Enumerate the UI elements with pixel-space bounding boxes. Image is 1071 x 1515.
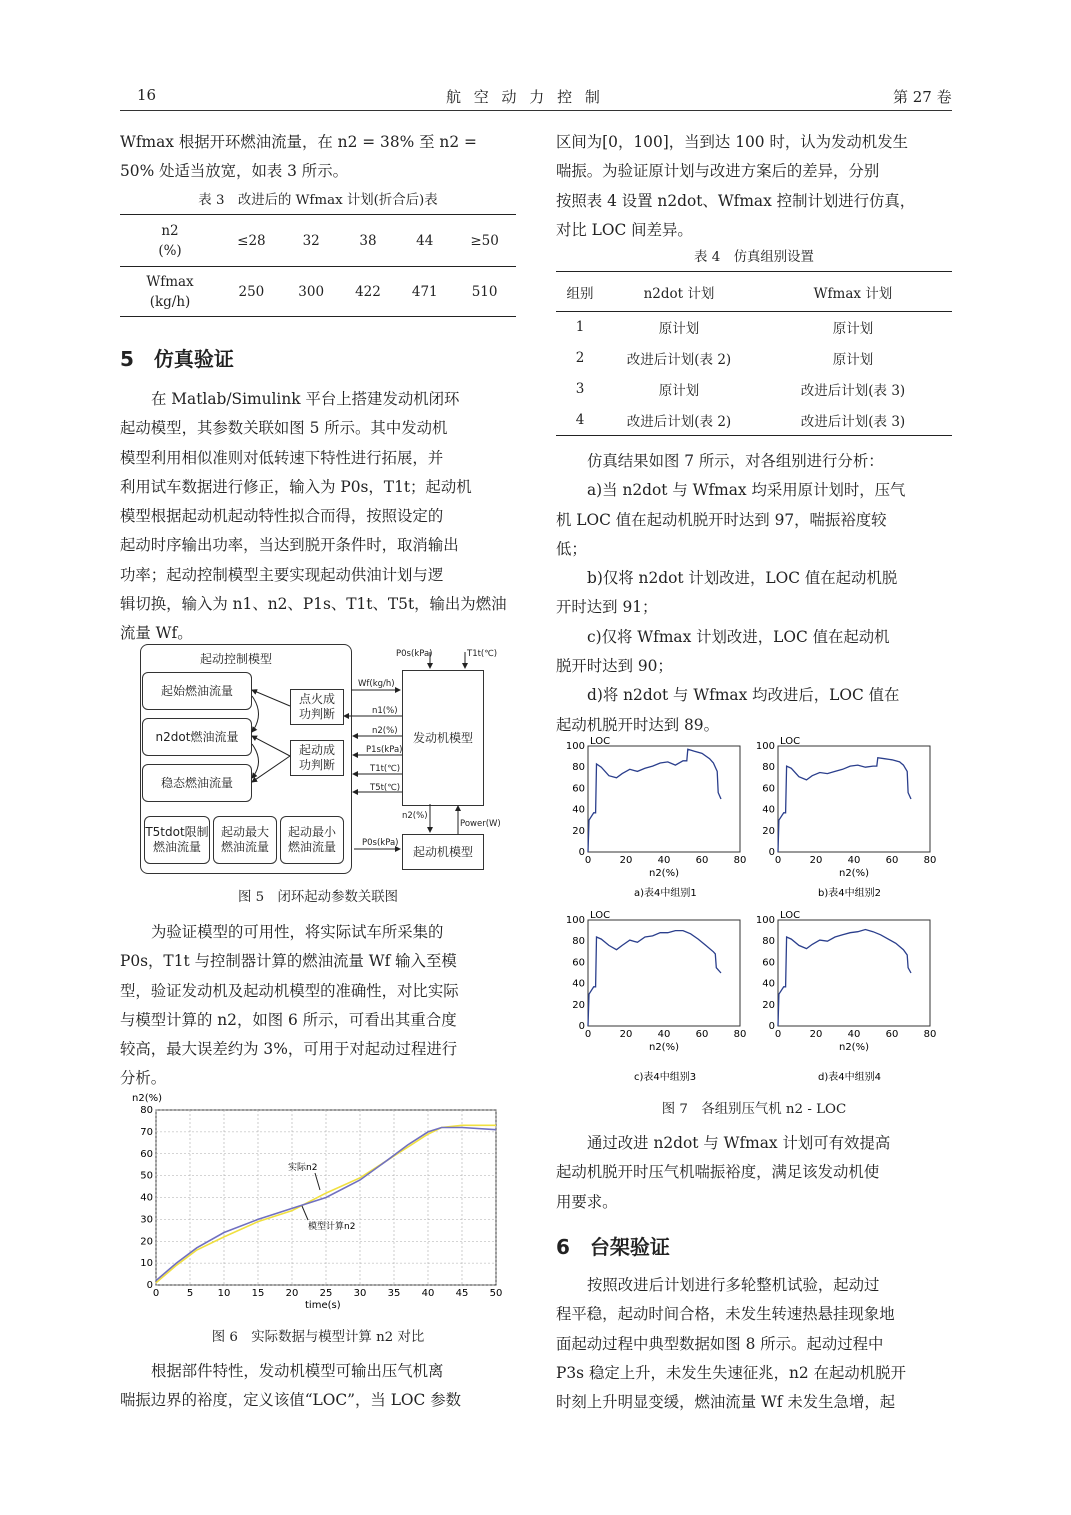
fig7-ylabel: LOC [780,736,801,747]
x-tick-label: 45 [455,1288,469,1299]
fig6-xlabel: time(s) [305,1300,341,1311]
fig7-ylabel: LOC [780,910,801,921]
x-tick-label: 0 [584,855,592,866]
x-tick-label: 0 [774,1029,782,1040]
x-tick-label: 40 [847,1029,861,1040]
y-tick-label: 100 [565,915,585,926]
y-tick-label: 70 [140,1126,153,1138]
y-tick-label: 100 [755,915,775,926]
fig7-subplot-2 [756,736,936,879]
x-tick-label: 20 [809,1029,823,1040]
x-tick-label: 60 [885,855,899,866]
x-tick-label: 40 [657,855,671,866]
y-tick-label: 0 [768,1021,775,1032]
sig-p0s-bottom: P0s(kPa) [362,838,399,848]
control-model-title: 起动控制模型 [200,652,273,666]
y-tick-label: 10 [140,1258,153,1270]
y-tick-label: 60 [572,957,585,969]
ignition-judge-box: 点火成 功判断 [290,689,344,725]
y-tick-label: 20 [140,1236,153,1248]
fig7-xlabel: n2(%) [838,1042,870,1053]
sig-t1t-top: T1t(℃) [467,649,498,659]
series-line-1 [588,931,721,1026]
x-tick-label: 20 [285,1288,299,1299]
series-line-1 [778,758,911,852]
sig-n1: n1(%) [372,706,398,716]
y-tick-label: 80 [762,936,775,948]
starter-model-box: 起动机模型 [402,834,484,870]
plot-frame [778,920,930,1026]
x-tick-label: 25 [319,1288,333,1299]
x-tick-label: 0 [584,1029,592,1040]
y-tick-label: 40 [762,978,775,990]
table4 [556,271,952,436]
fig7-subcaption-b: b)表4中组别2 [818,888,881,899]
conclusion-paragraph: 通过改进 n2dot 与 Wfmax 计划可有效提高 起动机脱开时压气机喘振裕度，满足该发动机使 用要求。 [556,1134,891,1211]
table-row: 组别 n2dot 计划 Wfmax 计划 [556,272,952,312]
y-tick-label: 0 [578,1021,585,1032]
volume-label: 第 27 卷 [893,88,952,106]
x-tick-label: 30 [353,1288,367,1299]
y-tick-label: 60 [762,783,775,795]
table-row: 1 原计划 原计划 [575,319,874,338]
y-tick-label: 60 [572,783,585,795]
bench-paragraph: 按照改进后计划进行多轮整机试验，起动过 程平稳，起动时间合格，未发生转速热悬挂现象地 面起动过程中典型数据如图 8 所示。起动过程中 P3s 稳定上升，未发生失速征兆，n2 在起动机脱开 时刻上升明显变缓，燃油流量 Wf 未发生急增，起 [556,1276,906,1412]
fig7-caption: 图 7 各组别压气机 n2 - LOC [661,1102,847,1117]
y-tick-label: 80 [140,1105,153,1116]
n2dot-fuel-box: n2dot燃油流量 [142,718,252,756]
table4-caption: 表 4 仿真组别设置 [694,250,814,265]
y-tick-label: 20 [572,825,585,837]
table-row: Wfmax (kg/h) 250 300 422 471 510 [146,273,498,310]
fig7-ylabel: LOC [590,736,611,747]
x-tick-label: 50 [489,1288,503,1299]
y-tick-label: 100 [565,741,585,752]
fig7-subplot-1 [566,736,746,879]
series-line-1 [778,930,911,1027]
fig6-label-model: 模型计算n2 [308,1222,356,1232]
table-row: n2 (%) ≤28 32 38 44 ≥50 [120,215,516,267]
sig-t1t: T1t(℃) [370,764,401,774]
results-paragraph: 仿真结果如图 7 所示，对各组别进行分析： a)当 n2dot 与 Wfmax 均采用原计划时，压气 机 LOC 值在起动机脱开时达到 97，喘振裕度较 低； b)仅将 n2dot 计划改进，LOC 值在起动机脱 开时达到 91； c)仅将 Wfmax 计划改进，LOC 值在起动机 脱开时达到 90； d)将 n2dot 与 Wfmax 均改进后，LOC 值在 起动机脱开时达到 89。 [556,452,906,734]
x-tick-label: 10 [217,1288,231,1299]
engine-model-box: 发动机模型 [402,670,484,806]
plot-frame [778,746,930,852]
table-row: 2 改进后计划(表 2) 原计划 [575,350,874,368]
x-tick-label: 20 [809,855,823,866]
x-tick-label: 20 [619,1029,633,1040]
steady-fuel-box: 稳态燃油流量 [142,764,252,802]
fig5-caption: 图 5 闭环起动参数关联图 [237,890,399,905]
fig7-subplot-3 [566,910,746,1053]
fig7-subcaption-c: c)表4中组别3 [634,1072,697,1083]
x-tick-label: 40 [847,855,861,866]
fig7-ylabel: LOC [590,910,611,921]
y-tick-label: 80 [572,762,585,774]
sig-n2: n2(%) [372,726,398,736]
section6-title: 6 台架验证 [556,1235,670,1259]
y-tick-label: 30 [140,1214,153,1226]
x-tick-label: 20 [619,855,633,866]
fig6-chart [120,1090,516,1316]
sig-power: Power(W) [460,819,501,829]
y-tick-label: 20 [762,999,775,1011]
x-tick-label: 15 [251,1288,265,1299]
y-tick-label: 50 [140,1170,153,1182]
fig7-xlabel: n2(%) [838,868,870,879]
y-tick-label: 80 [762,762,775,774]
x-tick-label: 60 [695,855,709,866]
y-tick-label: 60 [762,957,775,969]
section5-title: 5 仿真验证 [120,347,234,371]
loc-paragraph: 根据部件特性，发动机模型可输出压气机离 喘振边界的裕度，定义该值“LOC”，当 LOC 参数 [120,1362,461,1410]
fig7-subcaption-a: a)表4中组别1 [634,888,697,899]
fig7-xlabel: n2(%) [648,1042,680,1053]
y-tick-label: 0 [146,1280,153,1291]
validation-paragraph: 为验证模型的可用性，将实际试车所采集的 P0s，T1t 与控制器计算的燃油流量 Wf 输入至模 型，验证发动机及起动机模型的准确性，对比实际 与模型计算的 n2，如图 6 所示，可看出其重合度 较高，最大误差约为 3%，可用于对起动过程进行 分析。 [120,923,459,1088]
fig5-arrows [140,644,510,876]
y-tick-label: 20 [572,999,585,1011]
header-rule [120,110,952,111]
y-tick-label: 40 [572,804,585,816]
y-tick-label: 0 [768,847,775,858]
fig7-subcaption-d: d)表4中组别4 [818,1072,881,1083]
x-tick-label: 80 [733,855,747,866]
fig5-diagram [140,644,510,876]
y-tick-label: 60 [140,1148,153,1160]
y-tick-label: 20 [762,825,775,837]
series-line-1 [588,749,721,852]
y-tick-label: 40 [140,1192,153,1204]
fig6-caption: 图 6 实际数据与模型计算 n2 对比 [211,1330,425,1345]
start-success-box: 起动成 功判断 [290,740,344,776]
range-paragraph: 区间为[0，100]，当到达 100 时，认为发动机发生 喘振。为验证原计划与改进方案后的差异，分别 按照表 4 设置 n2dot、Wfmax 控制计划进行仿真， 对比 LOC 间差异。 [556,133,916,239]
table3-caption: 表 3 改进后的 Wfmax 计划(折合后)表 [198,193,438,208]
sig-t5t: T5t(℃) [370,783,401,793]
y-tick-label: 40 [762,804,775,816]
table-row: 4 改进后计划(表 2) 改进后计划(表 3) [575,411,906,430]
x-tick-label: 80 [733,1029,747,1040]
x-tick-label: 80 [923,855,937,866]
plot-frame [588,920,740,1026]
y-tick-label: 40 [572,978,585,990]
x-tick-label: 0 [774,855,782,866]
intro-paragraph: Wfmax 根据开环燃油流量，在 n2 = 38% 至 n2 = 50% 处适当放宽，如表 3 所示。 [120,133,477,181]
sig-n2-down: n2(%) [402,811,428,821]
start-fuel-box: 起始燃油流量 [142,672,252,710]
max-fuel-box: 起动最大 燃油流量 [213,816,277,864]
t5tdot-limit-box: T5tdot限制 燃油流量 [144,816,210,864]
fig6-ylabel: n2(%) [132,1093,163,1104]
y-tick-label: 0 [578,847,585,858]
table3 [120,214,516,317]
y-tick-label: 80 [572,936,585,948]
sig-p0s: P0s(kPa) [396,649,433,659]
table-row: 3 原计划 改进后计划(表 3) [575,381,906,399]
journal-title: 航 空 动 力 控 制 [446,88,604,106]
fig7-chart [556,732,952,1092]
y-tick-label: 100 [755,741,775,752]
fig7-subplot-4 [756,910,936,1053]
sig-wf: Wf(kg/h) [358,679,395,689]
fig6-label-actual: 实际n2 [288,1163,318,1173]
x-tick-label: 0 [152,1288,160,1299]
sim-paragraph: 在 Matlab/Simulink 平台上搭建发动机闭环 起动模型，其参数关联如图 5 所示。其中发动机 模型利用相似准则对低转速下特性进行拓展，并 利用试车数据进行修正，输入为 P0s，T1t；起动机 模型根据起动机起动特性拟合而得，按照设定的 起动时序输出功率，当达到脱开条件时，取消输出 功率；起动控制模型主要实现起动供油计划与逻 辑切换，输入为 n1、n2、P1s、T1t、T5t，输出为燃油 流量 Wf。 [120,390,507,643]
sig-p1s: P1s(kPa) [366,745,403,755]
x-tick-label: 5 [186,1288,194,1299]
x-tick-label: 40 [421,1288,435,1299]
min-fuel-box: 起动最小 燃油流量 [280,816,344,864]
x-tick-label: 35 [387,1288,401,1299]
x-tick-label: 80 [923,1029,937,1040]
page-number: 16 [137,86,157,104]
x-tick-label: 60 [695,1029,709,1040]
fig7-xlabel: n2(%) [648,868,680,879]
x-tick-label: 60 [885,1029,899,1040]
x-tick-label: 40 [657,1029,671,1040]
